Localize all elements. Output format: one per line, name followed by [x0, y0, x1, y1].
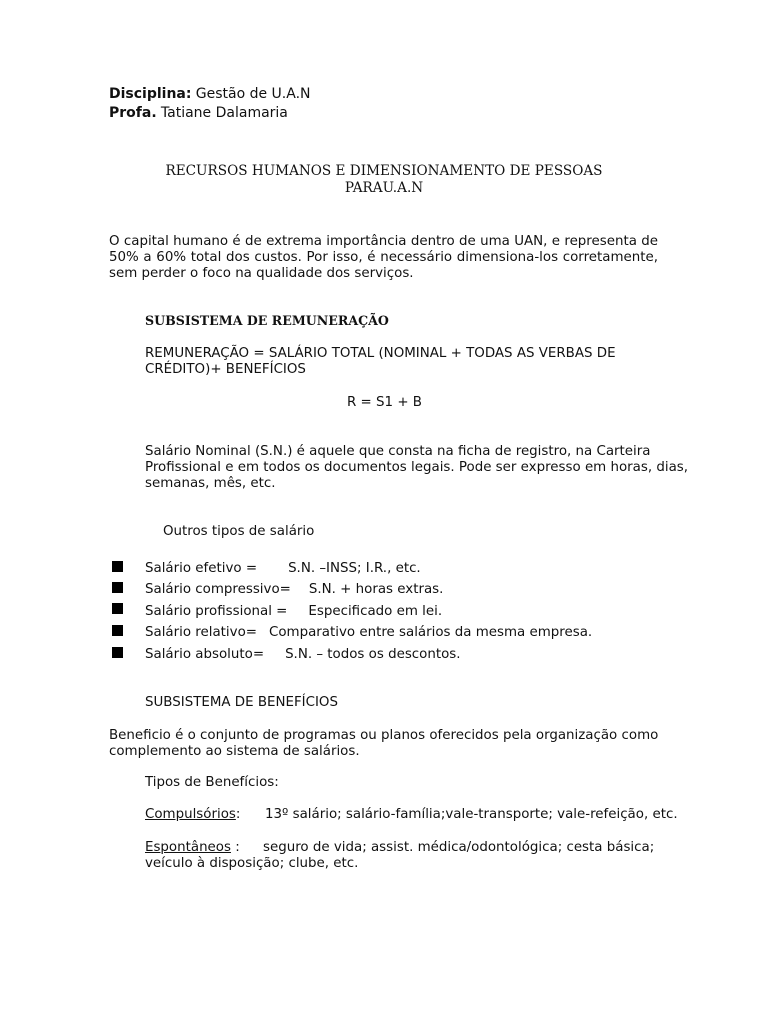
- intro-paragraph: O capital humano é de extrema importância dentro de uma UAN, e representa de 50% a 60% total dos custos. Por isso, é necessário dimensiona-los corretamente, sem perder o foco na qualidade dos serviços.: [109, 234, 658, 281]
- remuneracao-heading: SUBSISTEMA DE REMUNERAÇÃO: [145, 313, 389, 328]
- disciplina-value: Gestão de U.A.N: [195, 86, 311, 102]
- espontaneos-value-line1: seguro de vida; assist. médica/odontológica; cesta básica;: [263, 840, 655, 855]
- beneficios-definition-line1: Beneficio é o conjunto de programas ou planos oferecidos pela organização como: [109, 728, 659, 743]
- compulsorios-value: 13º salário; salário-família;vale-transporte; vale-refeição, etc.: [265, 807, 678, 822]
- salario-type-term: Salário efetivo =: [145, 561, 258, 576]
- document-title-line2: PARAU.A.N: [344, 180, 424, 196]
- disciplina-label: Disciplina:: [109, 86, 192, 102]
- remuneracao-definition-line2: CRÉDITO)+ BENEFÍCIOS: [145, 362, 306, 377]
- bullet-square-icon: [112, 582, 123, 593]
- salario-type-term: Salário profissional =: [145, 604, 288, 619]
- beneficios-definition-line2: complemento ao sistema de salários.: [109, 744, 360, 759]
- salario-type-desc: S.N. –INSS; I.R., etc.: [288, 561, 421, 576]
- salario-type-desc: S.N. – todos os descontos.: [285, 647, 461, 662]
- outros-tipos-heading: Outros tipos de salário: [163, 524, 315, 539]
- espontaneos-label: Espontâneos: [145, 840, 231, 855]
- list-item: [145, 582, 443, 598]
- disciplina-line: [109, 86, 311, 103]
- bullet-square-icon: [112, 625, 123, 636]
- list-item: [145, 561, 421, 577]
- bullet-square-icon: [112, 561, 123, 572]
- compulsorios-label: Compulsórios: [145, 807, 236, 822]
- salario-nominal-line3: semanas, mês, etc.: [145, 476, 276, 491]
- bullet-square-icon: [112, 647, 123, 658]
- espontaneos-colon: :: [230, 840, 240, 855]
- list-item: [145, 625, 592, 641]
- document-title-line1: RECURSOS HUMANOS E DIMENSIONAMENTO DE PESSOAS: [165, 163, 603, 179]
- salario-nominal-line1: Salário Nominal (S.N.) é aquele que consta na ficha de registro, na Carteira: [145, 444, 651, 459]
- salario-type-term: Salário relativo=: [145, 625, 257, 640]
- list-item: [145, 604, 442, 620]
- tipos-beneficios-heading: Tipos de Benefícios:: [145, 775, 279, 790]
- bullet-square-icon: [112, 603, 123, 614]
- profa-line: [109, 105, 288, 122]
- profa-value: Tatiane Dalamaria: [160, 105, 288, 121]
- salario-nominal-line2: Profissional e em todos os documentos legais. Pode ser expresso em horas, dias,: [145, 460, 689, 475]
- remuneracao-definition-line1: REMUNERAÇÃO = SALÁRIO TOTAL (NOMINAL + TODAS AS VERBAS DE: [145, 346, 616, 361]
- salario-type-term: Salário compressivo=: [145, 582, 291, 597]
- remuneracao-formula: R = S1 + B: [347, 395, 422, 410]
- list-item: [145, 647, 461, 663]
- salario-type-desc: Especificado em lei.: [308, 604, 443, 619]
- compulsorios-line: [145, 807, 240, 823]
- espontaneos-value-line2: veículo à disposição; clube, etc.: [145, 856, 359, 871]
- salario-type-term: Salário absoluto=: [145, 647, 265, 662]
- compulsorios-colon: :: [235, 807, 241, 822]
- salario-type-desc: S.N. + horas extras.: [308, 582, 444, 597]
- profa-label: Profa.: [109, 105, 157, 121]
- beneficios-heading: SUBSISTEMA DE BENEFÍCIOS: [145, 695, 338, 710]
- espontaneos-line: [145, 840, 240, 856]
- salario-type-desc: Comparativo entre salários da mesma empresa.: [269, 625, 593, 640]
